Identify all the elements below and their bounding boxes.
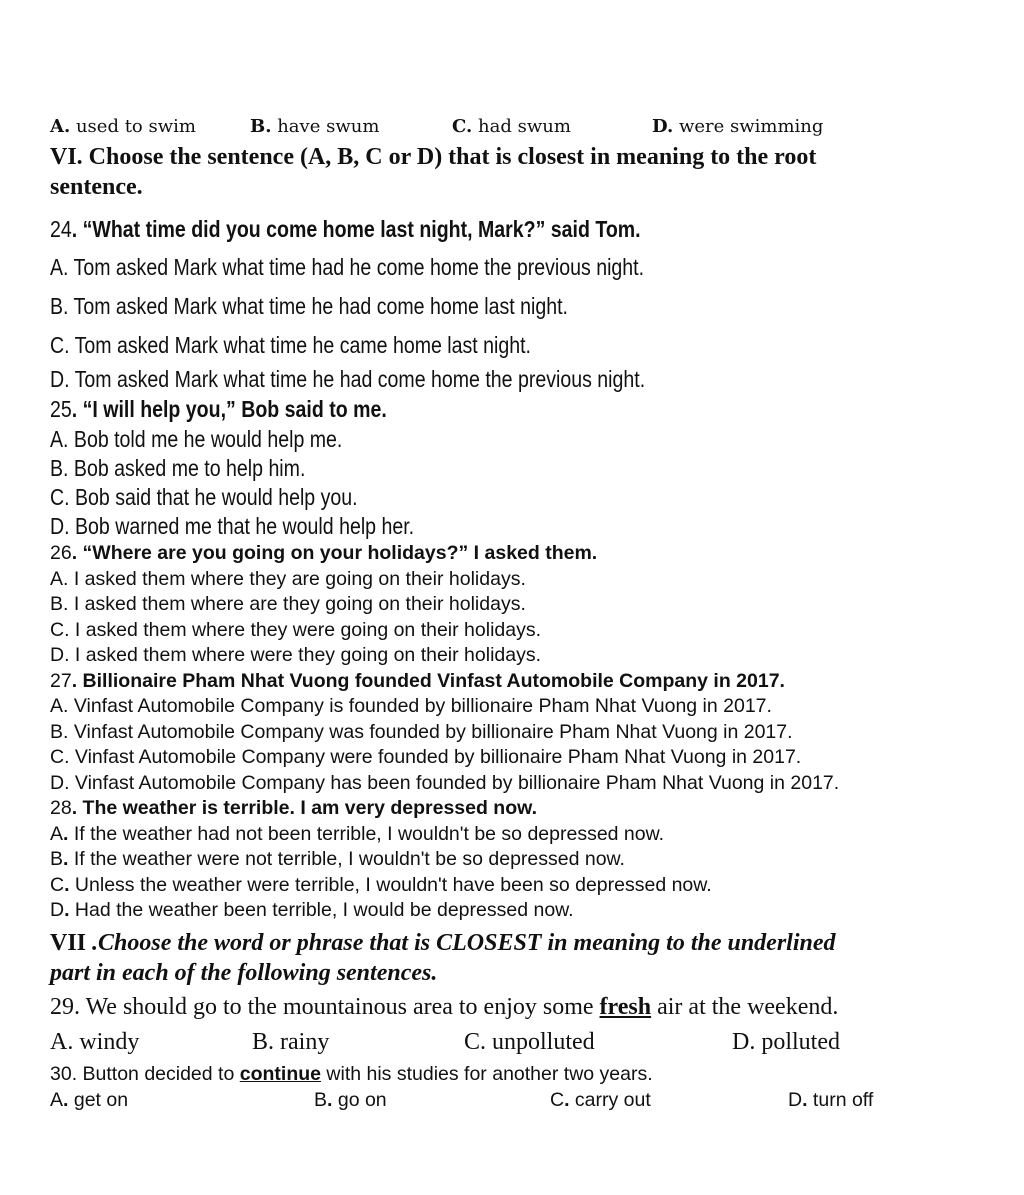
q30-option-a: A. get on <box>50 1089 129 1111</box>
section-7-heading: VII .Choose the word or phrase that is CLOSEST in meaning to the underlined part in each of the following sentences. <box>50 929 836 986</box>
question-27-stem: 27. Billionaire Pham Nhat Vuong founded Vinfast Automobile Company in 2017. <box>50 669 785 692</box>
q26-option-d: D. I asked them where were they going on their holidays. <box>50 644 542 666</box>
q29-option-a: A. windy <box>50 1028 140 1055</box>
q24-option-a: A. Tom asked Mark what time had he come home the previous night. <box>50 254 645 280</box>
question-25-stem: 25. “I will help you,” Bob said to me. <box>50 396 387 422</box>
question-26-stem: 26. “Where are you going on your holidays?” I asked them. <box>50 542 598 564</box>
q29-option-b: B. rainy <box>252 1028 330 1055</box>
q26-option-b: B. I asked them where are they going on their holidays. <box>50 593 526 615</box>
q25-option-b: B. Bob asked me to help him. <box>50 455 306 481</box>
q27-option-d: D. Vinfast Automobile Company has been founded by billionaire Pham Nhat Vuong in 2017. <box>50 771 840 794</box>
question-26 <box>50 541 980 669</box>
option-d: D. were swimming <box>652 116 824 137</box>
question-25 <box>50 394 980 541</box>
q28-option-c: C. Unless the weather were terrible, I wouldn't have been so depressed now. <box>50 873 712 896</box>
q25-option-a: A. Bob told me he would help me. <box>50 426 343 452</box>
q24-option-b: B. Tom asked Mark what time he had come home last night. <box>50 293 568 319</box>
worksheet-page <box>50 112 980 1113</box>
section-6-heading: VI. Choose the sentence (A, B, C or D) that is closest in meaning to the root sentence. <box>50 144 817 200</box>
q29-option-d: D. polluted <box>732 1028 840 1055</box>
question-27 <box>50 669 980 797</box>
q29-options <box>50 1024 980 1060</box>
option-b: B. have swum <box>250 116 380 137</box>
underlined-word: fresh <box>599 993 652 1020</box>
q25-option-d: D. Bob warned me that he would help her. <box>50 513 415 539</box>
underlined-word: continue <box>239 1062 321 1085</box>
q26-option-a: A. I asked them where they are going on their holidays. <box>50 567 526 590</box>
q27-option-a: A. Vinfast Automobile Company is founded by billionaire Pham Nhat Vuong in 2017. <box>50 695 772 717</box>
previous-question-options <box>50 112 980 142</box>
q25-option-c: C. Bob said that he would help you. <box>50 484 358 510</box>
question-24 <box>50 210 980 394</box>
question-29: 29. We should go to the mountainous area to enjoy some fresh air at the weekend. <box>50 993 839 1020</box>
q24-option-c: C. Tom asked Mark what time he came home last night. <box>50 332 531 358</box>
question-28 <box>50 796 980 924</box>
q30-options <box>50 1087 980 1113</box>
question-24-stem: 24. “What time did you come home last night, Mark?” said Tom. <box>50 216 641 242</box>
option-a: A. used to swim <box>50 116 196 137</box>
question-28-stem: 28. The weather is terrible. I am very depressed now. <box>50 797 537 819</box>
question-30: 30. Button decided to continue with his studies for another two years. <box>50 1062 653 1085</box>
q28-option-a: A. If the weather had not been terrible, I wouldn't be so depressed now. <box>50 822 665 845</box>
q24-option-d: D. Tom asked Mark what time he had come home the previous night. <box>50 366 646 392</box>
q29-option-c: C. unpolluted <box>464 1028 595 1055</box>
q28-option-b: B. If the weather were not terrible, I wouldn't be so depressed now. <box>50 848 625 870</box>
q30-option-b: B. go on <box>314 1089 387 1111</box>
q30-option-c: C. carry out <box>550 1089 651 1111</box>
option-c: C. had swum <box>452 116 571 137</box>
q28-option-d: D. Had the weather been terrible, I would be depressed now. <box>50 899 574 921</box>
q26-option-c: C. I asked them where they were going on their holidays. <box>50 618 542 641</box>
q30-option-d: D. turn off <box>788 1089 874 1111</box>
q27-option-c: C. Vinfast Automobile Company were founded by billionaire Pham Nhat Vuong in 2017. <box>50 746 802 768</box>
q27-option-b: B. Vinfast Automobile Company was founded by billionaire Pham Nhat Vuong in 2017. <box>50 720 793 743</box>
